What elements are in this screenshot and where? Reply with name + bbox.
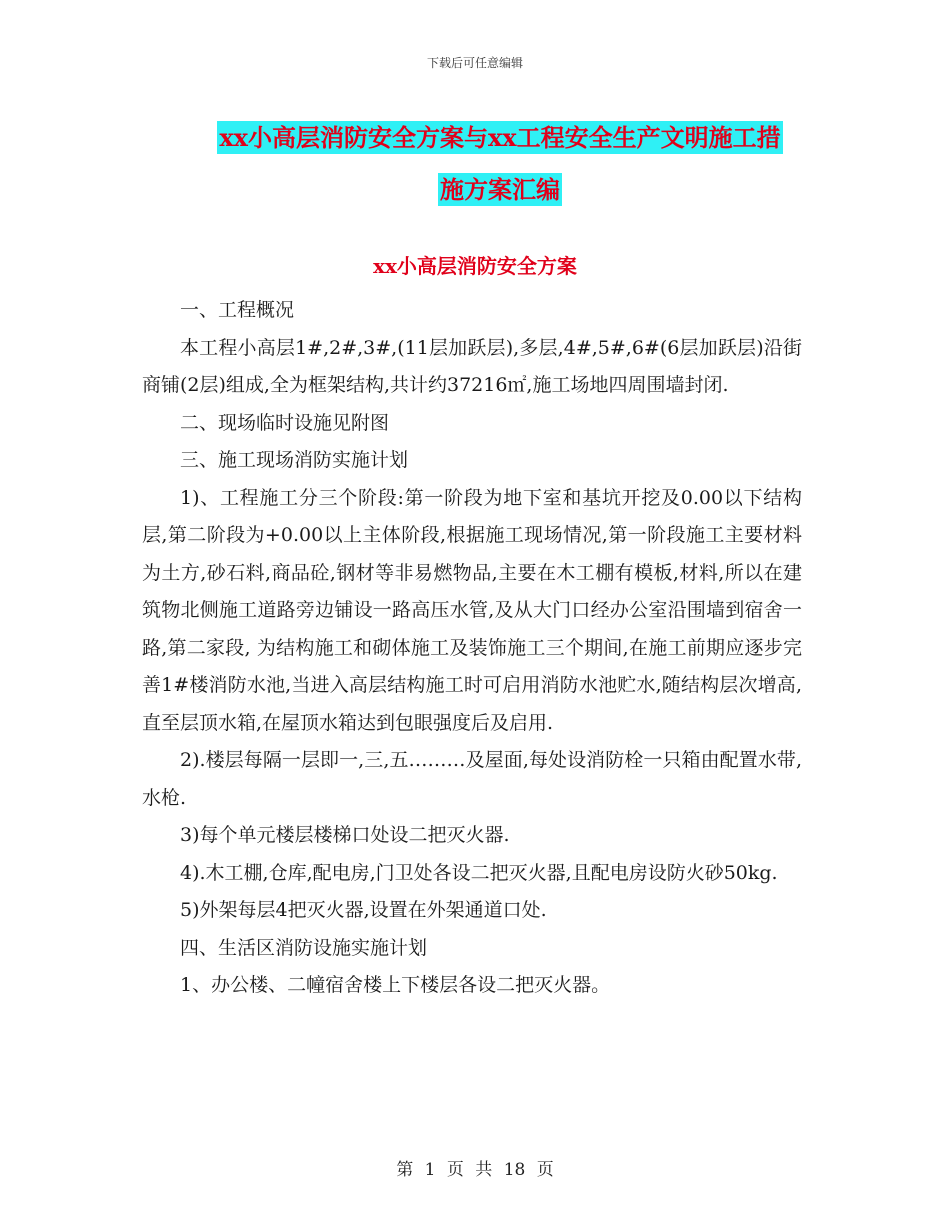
paragraph: 四、生活区消防设施实施计划 [180,936,428,959]
paragraph: 一、工程概况 [180,299,295,321]
document-title [140,112,860,216]
document-title-line2: 施方案汇编 [440,175,560,204]
page-number: 第 1 页 共 18 页 [396,1160,554,1180]
paragraph: 二、现场临时设施见附图 [180,411,390,434]
document-title-line1: xx小高层消防安全方案与xx工程安全生产文明施工措 [219,123,781,152]
header-note: 下载后可任意编辑 [426,56,523,70]
paragraph: 2).楼层每隔一层即一,三,五………及屋面,每处设消防栓一只箱由配置水带,水枪. [142,749,802,809]
paragraph: 本工程小高层1#,2#,3#,(11层加跃层),多层,4#,5#,6#(6层加跃层)沿街商铺(2层)组成,全为框架结构,共计约37216㎡,施工场地四周围墙封闭. [142,336,802,396]
paragraph: 三、施工现场消防实施计划 [180,449,409,471]
paragraph: 1、办公楼、二幢宿舍楼上下楼层各设二把灭火器。 [180,974,611,996]
document-body [142,292,802,1005]
paragraph: 4).木工棚,仓库,配电房,门卫处各设二把灭火器,且配电房设防火砂50kg. [180,861,778,884]
section-title: xx小高层消防安全方案 [373,254,577,278]
paragraph: 3)每个单元楼层楼梯口处设二把灭火器. [180,824,510,846]
paragraph: 1)、工程施工分三个阶段:第一阶段为地下室和基坑开挖及0.00以下结构层,第二阶段为+0.00以上主体阶段,根据施工现场情况,第一阶段施工主要材料为土方,砂石料,商品砼,钢材等非易燃物品,主要在木工棚有模板,材料,所以在建筑物北侧施工道路旁边铺设一路高压水管,及从大门口经办公室沿围墙到宿舍一路,第二家段, 为结构施工和砌体施工及装饰施工三个期间,在施工前期应逐步完善1#楼消防水池,当进入高层结构施工时可启用消防水池贮水,随结构层次增高,直至层顶水箱,在屋顶水箱达到包眼强度后及启用. [142,486,802,734]
paragraph: 5)外架每层4把灭火器,设置在外架通道口处. [180,899,547,921]
